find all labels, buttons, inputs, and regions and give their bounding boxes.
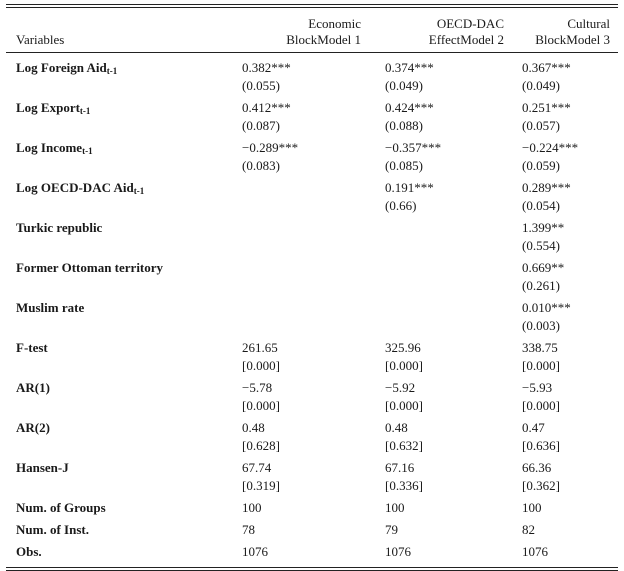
model1-cell <box>234 257 377 297</box>
model2-cell <box>377 177 520 217</box>
coefficient-value: 261.65 <box>242 340 278 355</box>
model1-cell <box>234 457 377 497</box>
variable-name: Muslim rate <box>16 300 85 315</box>
model3-cell <box>520 541 618 563</box>
model3-cell <box>520 257 618 297</box>
model3-cell <box>520 337 618 377</box>
error-value: [0.628] <box>242 438 280 453</box>
model2-cell <box>377 377 520 417</box>
coefficient-value: 1.399** <box>522 220 565 235</box>
model1-cell <box>234 97 377 137</box>
table-row <box>6 297 618 337</box>
coefficient-value: 78 <box>242 522 255 537</box>
error-value: [0.000] <box>385 358 423 373</box>
error-value: [0.000] <box>242 398 280 413</box>
variable-label <box>6 377 234 417</box>
lag-subscript: t-1 <box>106 66 118 76</box>
model1-cell <box>234 377 377 417</box>
model2-cell <box>377 497 520 519</box>
model3-cell <box>520 97 618 137</box>
error-value: [0.319] <box>242 478 280 493</box>
coefficient-value: 100 <box>385 500 405 515</box>
table-row <box>6 417 618 457</box>
model3-cell <box>520 297 618 337</box>
model1-cell <box>234 297 377 337</box>
model1-cell <box>234 541 377 563</box>
variable-label <box>6 97 234 137</box>
model2-cell <box>377 519 520 541</box>
coefficient-value: 0.251*** <box>522 100 571 115</box>
model1-header <box>234 8 377 52</box>
coefficient-value: 67.74 <box>242 460 272 475</box>
coefficient-value: 0.669** <box>522 260 565 275</box>
model2-cell <box>377 417 520 457</box>
error-value: [0.362] <box>522 478 560 493</box>
model1-cell <box>234 519 377 541</box>
variable-label <box>6 257 234 297</box>
model1-cell <box>234 137 377 177</box>
error-value: (0.66) <box>385 198 417 213</box>
error-value: (0.059) <box>522 158 560 173</box>
model2-cell <box>377 297 520 337</box>
coefficient-value: −5.92 <box>385 380 416 395</box>
model1-cell <box>234 497 377 519</box>
model2-cell <box>377 457 520 497</box>
error-value: [0.000] <box>522 358 560 373</box>
coefficient-value: −0.289*** <box>242 140 299 155</box>
error-value: (0.085) <box>385 158 423 173</box>
table-row <box>6 177 618 217</box>
model3-cell <box>520 137 618 177</box>
model3-cell <box>520 417 618 457</box>
variable-name: F-test <box>16 340 48 355</box>
coefficient-value: 100 <box>522 500 542 515</box>
model2-cell <box>377 541 520 563</box>
model2-cell <box>377 53 520 97</box>
variable-name: Former Ottoman territory <box>16 260 164 275</box>
coefficient-value: 0.48 <box>242 420 265 435</box>
table-row <box>6 257 618 297</box>
model1-cell <box>234 217 377 257</box>
model1-cell <box>234 177 377 217</box>
model3-cell <box>520 377 618 417</box>
error-value: [0.632] <box>385 438 423 453</box>
error-value: [0.000] <box>385 398 423 413</box>
table-body <box>6 53 618 563</box>
model2-header-line2: EffectModel 2 <box>428 32 504 47</box>
model3-cell <box>520 217 618 257</box>
model3-cell <box>520 177 618 217</box>
variable-name: Log Foreign Aid <box>16 60 107 75</box>
table-row <box>6 519 618 541</box>
coefficient-value: 1076 <box>242 544 268 559</box>
coefficient-value: 0.48 <box>385 420 408 435</box>
model2-header <box>377 8 520 52</box>
model1-cell <box>234 417 377 457</box>
model3-header-line1: Cultural <box>567 16 610 31</box>
coefficient-value: −5.93 <box>522 380 553 395</box>
error-value: (0.554) <box>522 238 560 253</box>
model1-cell <box>234 337 377 377</box>
coefficient-value: 0.424*** <box>385 100 434 115</box>
coefficient-value: 82 <box>522 522 535 537</box>
variable-name: Hansen-J <box>16 460 69 475</box>
variable-label <box>6 497 234 519</box>
coefficient-value: 0.382*** <box>242 60 291 75</box>
coefficient-value: 0.191*** <box>385 180 434 195</box>
regression-table <box>6 8 618 563</box>
model3-header <box>520 8 618 52</box>
error-value: (0.003) <box>522 318 560 333</box>
variable-name: Log Income <box>16 140 83 155</box>
table-row <box>6 337 618 377</box>
coefficient-value: 338.75 <box>522 340 558 355</box>
coefficient-value: −0.357*** <box>385 140 442 155</box>
error-value: (0.088) <box>385 118 423 133</box>
error-value: [0.636] <box>522 438 560 453</box>
coefficient-value: 1076 <box>522 544 548 559</box>
error-value: (0.049) <box>385 78 423 93</box>
variable-name: AR(1) <box>16 380 50 395</box>
model2-cell <box>377 217 520 257</box>
variable-label <box>6 137 234 177</box>
variables-header: Variables <box>16 32 65 47</box>
model3-cell <box>520 519 618 541</box>
regression-table-frame <box>6 4 618 571</box>
variable-name: AR(2) <box>16 420 50 435</box>
variable-label <box>6 519 234 541</box>
table-row <box>6 377 618 417</box>
model3-cell <box>520 53 618 97</box>
error-value: (0.087) <box>242 118 280 133</box>
error-value: (0.054) <box>522 198 560 213</box>
table-row <box>6 53 618 97</box>
coefficient-value: 0.47 <box>522 420 545 435</box>
table-row <box>6 217 618 257</box>
variable-name: Turkic republic <box>16 220 103 235</box>
coefficient-value: 325.96 <box>385 340 421 355</box>
error-value: [0.000] <box>242 358 280 373</box>
error-value: (0.083) <box>242 158 280 173</box>
coefficient-value: 1076 <box>385 544 411 559</box>
table-row <box>6 497 618 519</box>
variable-name: Num. of Groups <box>16 500 106 515</box>
error-value: (0.049) <box>522 78 560 93</box>
coefficient-value: 0.374*** <box>385 60 434 75</box>
coefficient-value: 100 <box>242 500 262 515</box>
coefficient-value: −5.78 <box>242 380 273 395</box>
variable-label <box>6 217 234 257</box>
variable-name: Log Export <box>16 100 80 115</box>
model3-cell <box>520 457 618 497</box>
variable-label <box>6 457 234 497</box>
variable-label <box>6 541 234 563</box>
coefficient-value: 0.010*** <box>522 300 571 315</box>
model2-header-line1: OECD-DAC <box>436 16 504 31</box>
variable-label <box>6 177 234 217</box>
model2-cell <box>377 97 520 137</box>
coefficient-value: 66.36 <box>522 460 552 475</box>
model3-header-line2: BlockModel 3 <box>535 32 610 47</box>
coefficient-value: 0.289*** <box>522 180 571 195</box>
variable-label <box>6 53 234 97</box>
variable-name: Obs. <box>16 544 42 559</box>
lag-subscript: t-1 <box>133 186 145 196</box>
variable-label <box>6 417 234 457</box>
table-header <box>6 8 618 53</box>
error-value: [0.000] <box>522 398 560 413</box>
coefficient-value: −0.224*** <box>522 140 579 155</box>
coefficient-value: 0.367*** <box>522 60 571 75</box>
model1-cell <box>234 53 377 97</box>
model2-cell <box>377 337 520 377</box>
variable-label <box>6 297 234 337</box>
model2-cell <box>377 137 520 177</box>
variable-label <box>6 337 234 377</box>
model1-header-line1: Economic <box>308 16 361 31</box>
error-value: (0.261) <box>522 278 560 293</box>
model2-cell <box>377 257 520 297</box>
error-value: [0.336] <box>385 478 423 493</box>
coefficient-value: 67.16 <box>385 460 415 475</box>
lag-subscript: t-1 <box>79 106 91 116</box>
variable-name: Num. of Inst. <box>16 522 89 537</box>
error-value: (0.057) <box>522 118 560 133</box>
coefficient-value: 79 <box>385 522 398 537</box>
model3-cell <box>520 497 618 519</box>
variable-name: Log OECD-DAC Aid <box>16 180 134 195</box>
table-row <box>6 541 618 563</box>
lag-subscript: t-1 <box>82 146 93 156</box>
error-value: (0.055) <box>242 78 280 93</box>
model1-header-line2: BlockModel 1 <box>286 32 361 47</box>
table-row <box>6 97 618 137</box>
coefficient-value: 0.412*** <box>242 100 291 115</box>
table-row <box>6 457 618 497</box>
table-row <box>6 137 618 177</box>
